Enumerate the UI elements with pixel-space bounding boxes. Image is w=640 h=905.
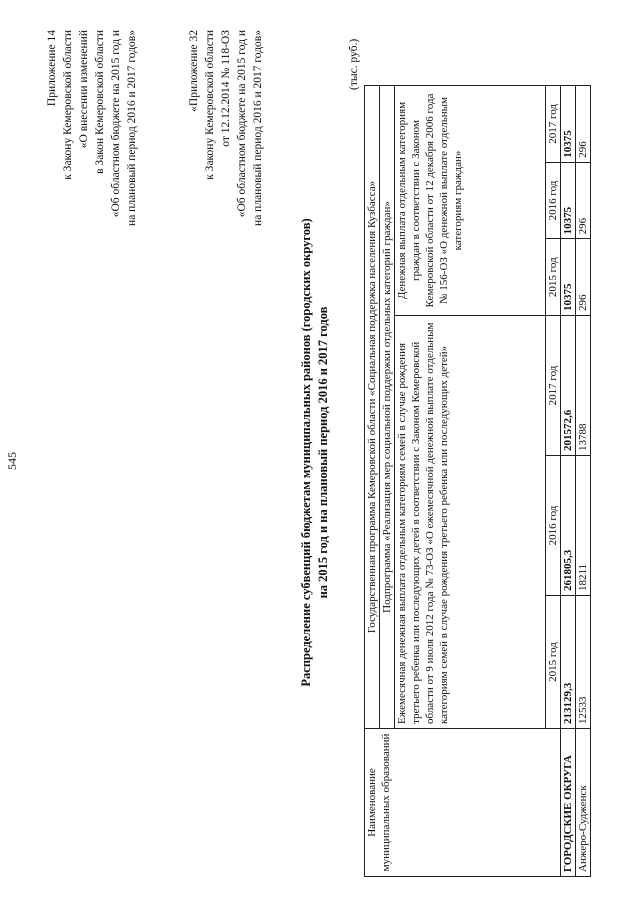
unit-note: (тыс. руб.) <box>348 38 360 90</box>
page-number: 545 <box>5 452 19 470</box>
table-cell: 18211 <box>576 456 591 596</box>
table-cell: 296 <box>576 162 591 239</box>
table-cell: 201572,6 <box>561 316 576 456</box>
municipality-header: Наименование муниципальных образований <box>365 729 561 877</box>
subvention-table <box>364 85 591 877</box>
table-row <box>561 86 576 877</box>
appendix-14-line: на плановый период 2016 и 2017 годов» <box>126 30 138 226</box>
appendix-32-line: «Приложение 32 <box>188 30 200 112</box>
table-cell: 296 <box>576 86 591 163</box>
year-header: 2016 год <box>546 162 561 239</box>
year-header: 2017 год <box>546 86 561 163</box>
appendix-14-line: к Закону Кемеровской области <box>62 30 74 180</box>
year-header: 2015 год <box>546 239 561 316</box>
year-header: 2015 год <box>546 596 561 729</box>
subprogram-header: Подпрограмма «Реализация мер социальной поддержки отдельных категорий граждан» <box>380 86 395 729</box>
appendix-14-block <box>44 30 140 226</box>
year-header: 2016 год <box>546 456 561 596</box>
table-cell: 13788 <box>576 316 591 456</box>
measure-2-header: Денежная выплата отдельным категориям граждан в соответствии с Законом Кемеровской области от 12 декабря 2006 года № 156-ОЗ «О денежной выплате отдельным категориям граждан» <box>395 86 546 316</box>
municipality-name: Анжеро-Судженск <box>576 729 591 877</box>
table-cell: 261805,3 <box>561 456 576 596</box>
table-row <box>576 86 591 877</box>
table-cell: 10375 <box>561 162 576 239</box>
appendix-32-line: к Закону Кемеровской области <box>204 30 216 180</box>
table-cell: 10375 <box>561 239 576 316</box>
appendix-32-line: от 12.12.2014 № 118-ОЗ <box>220 30 232 147</box>
table-header-row <box>365 86 380 877</box>
appendix-32-line: «Об областном бюджете на 2015 год и <box>236 30 248 218</box>
municipality-name: ГОРОДСКИЕ ОКРУГА <box>561 729 576 877</box>
title-line-1: Распределение субвенций бюджетам муниципальных районов (городских округов) <box>299 218 313 687</box>
document-title <box>298 0 332 905</box>
table-cell: 296 <box>576 239 591 316</box>
table-cell: 12533 <box>576 596 591 729</box>
appendix-14-line: Приложение 14 <box>46 30 58 107</box>
appendix-14-line: «Об областном бюджете на 2015 год и <box>110 30 122 218</box>
appendix-14-line: «О внесении изменений <box>78 30 90 149</box>
appendix-14-line: в Закон Кемеровской области <box>94 30 106 174</box>
title-line-2: на 2015 год и на плановый период 2016 и 2017 годов <box>316 306 330 599</box>
year-header: 2017 год <box>546 316 561 456</box>
table-cell: 213129,3 <box>561 596 576 729</box>
appendix-32-line: на плановый период 2016 и 2017 годов» <box>252 30 264 226</box>
program-header: Государственная программа Кемеровской области «Социальная поддержка населения Кузбасса» <box>365 86 380 729</box>
appendix-32-block <box>186 30 266 226</box>
measure-1-header: Ежемесячная денежная выплата отдельным категориям семей в случае рождения третьего ребенка или последующих детей в соответствии с Законом Кемеровской области от 9 июля 2012 года № 73-ОЗ «О ежемесячной денежной выплате отдельным категориям семей в случае рождения третьего ребенка или последующих детей» <box>395 316 546 729</box>
table-cell: 10375 <box>561 86 576 163</box>
